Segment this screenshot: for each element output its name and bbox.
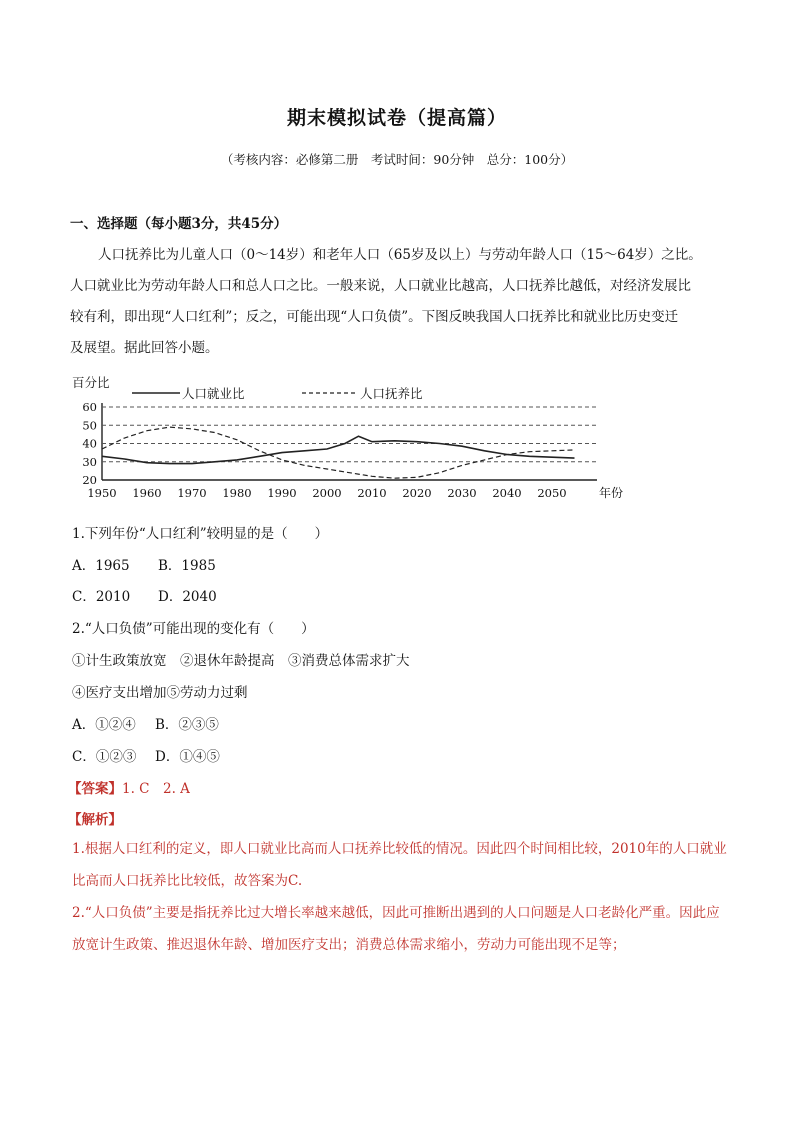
y-tick-label: 60 [82,400,97,414]
answer-value: 1. C 2. A [122,781,190,797]
x-tick-label: 1970 [177,486,207,500]
question-intro [70,240,726,364]
dependency-ratio-line [102,427,575,478]
x-tick-label: 1980 [222,486,252,500]
y-axis-label: 百分比 [72,375,110,390]
explanation-1: 1.根据人口红利的定义，即人口就业比高而人口抚养比较低的情况。因此四个时间相比较，2010年的人口就业比高而人口抚养比比较低，故答案为C. [72,841,727,889]
legend-label: 人口抚养比 [360,386,423,401]
question-2-items: ①计生政策放宽 ②退休年龄提高 ③消费总体需求扩大 [72,653,410,669]
x-tick-label: 1950 [87,486,117,500]
intro-line: 人口抚养比为儿童人口（0～14岁）和老年人口（65岁及以上）与劳动年龄人口（15～64岁）之比。 [98,247,702,263]
x-tick-label: 2020 [402,486,432,500]
y-tick-label: 20 [82,473,97,487]
x-tick-label: 2000 [312,486,342,500]
answer-line [68,777,190,797]
y-tick-label: 40 [82,436,97,451]
question-1-stem: 1.下列年份“人口红利”较明显的是（ ） [72,526,329,542]
x-axis-label: 年份 [599,486,624,500]
x-tick-label: 2050 [537,486,567,500]
option-b: B．②③⑤ [155,717,219,733]
option-d: D．2040 [158,589,217,605]
option-b: B．1985 [158,558,216,574]
intro-line: 及展望。据此回答小题。 [70,340,219,356]
option-d: D．①④⑤ [155,749,220,765]
page-title: 期末模拟试卷（提高篇） [286,107,507,129]
option-a: A．1965 [72,558,130,574]
intro-line: 较有利，即出现“人口红利”；反之，可能出现“人口负债”。下图反映我国人口抚养比和就业比历史变迁 [70,309,679,325]
legend-label: 人口就业比 [182,386,245,401]
x-tick-label: 1990 [267,486,297,500]
x-tick-label: 2030 [447,486,477,500]
population-ratio-chart [72,370,624,502]
answer-label: 【答案】 [68,781,122,797]
question-2-items: ④医疗支出增加⑤劳动力过剩 [72,685,248,701]
x-tick-label: 2040 [492,486,522,500]
y-tick-label: 50 [82,418,97,433]
exam-info: （考核内容：必修第二册 考试时间：90分钟 总分：100分） [220,152,574,167]
x-tick-label: 2010 [357,486,387,500]
option-a: A．①②④ [72,717,136,733]
explanation-2: 2.“人口负债”主要是指抚养比过大增长率越来越低，因此可推断出遇到的人口问题是人口老龄化严重。因此应放宽计生政策、推迟退休年龄、增加医疗支出；消费总体需求缩小，劳动力可能出现不足等； [72,905,720,953]
question-2-stem: 2.“人口负债”可能出现的变化有（ ） [72,621,315,637]
section-heading: 一、选择题（每小题3分，共45分） [70,216,288,232]
employment-ratio-line [102,436,575,463]
option-c: C．①②③ [72,749,137,765]
analysis-label: 【解析】 [68,812,122,828]
y-tick-label: 30 [82,454,97,469]
x-tick-label: 1960 [132,486,162,500]
intro-line: 人口就业比为劳动年龄人口和总人口之比。一般来说，人口就业比越高，人口抚养比越低，对经济发展比 [70,278,691,294]
option-c: C．2010 [72,589,131,605]
